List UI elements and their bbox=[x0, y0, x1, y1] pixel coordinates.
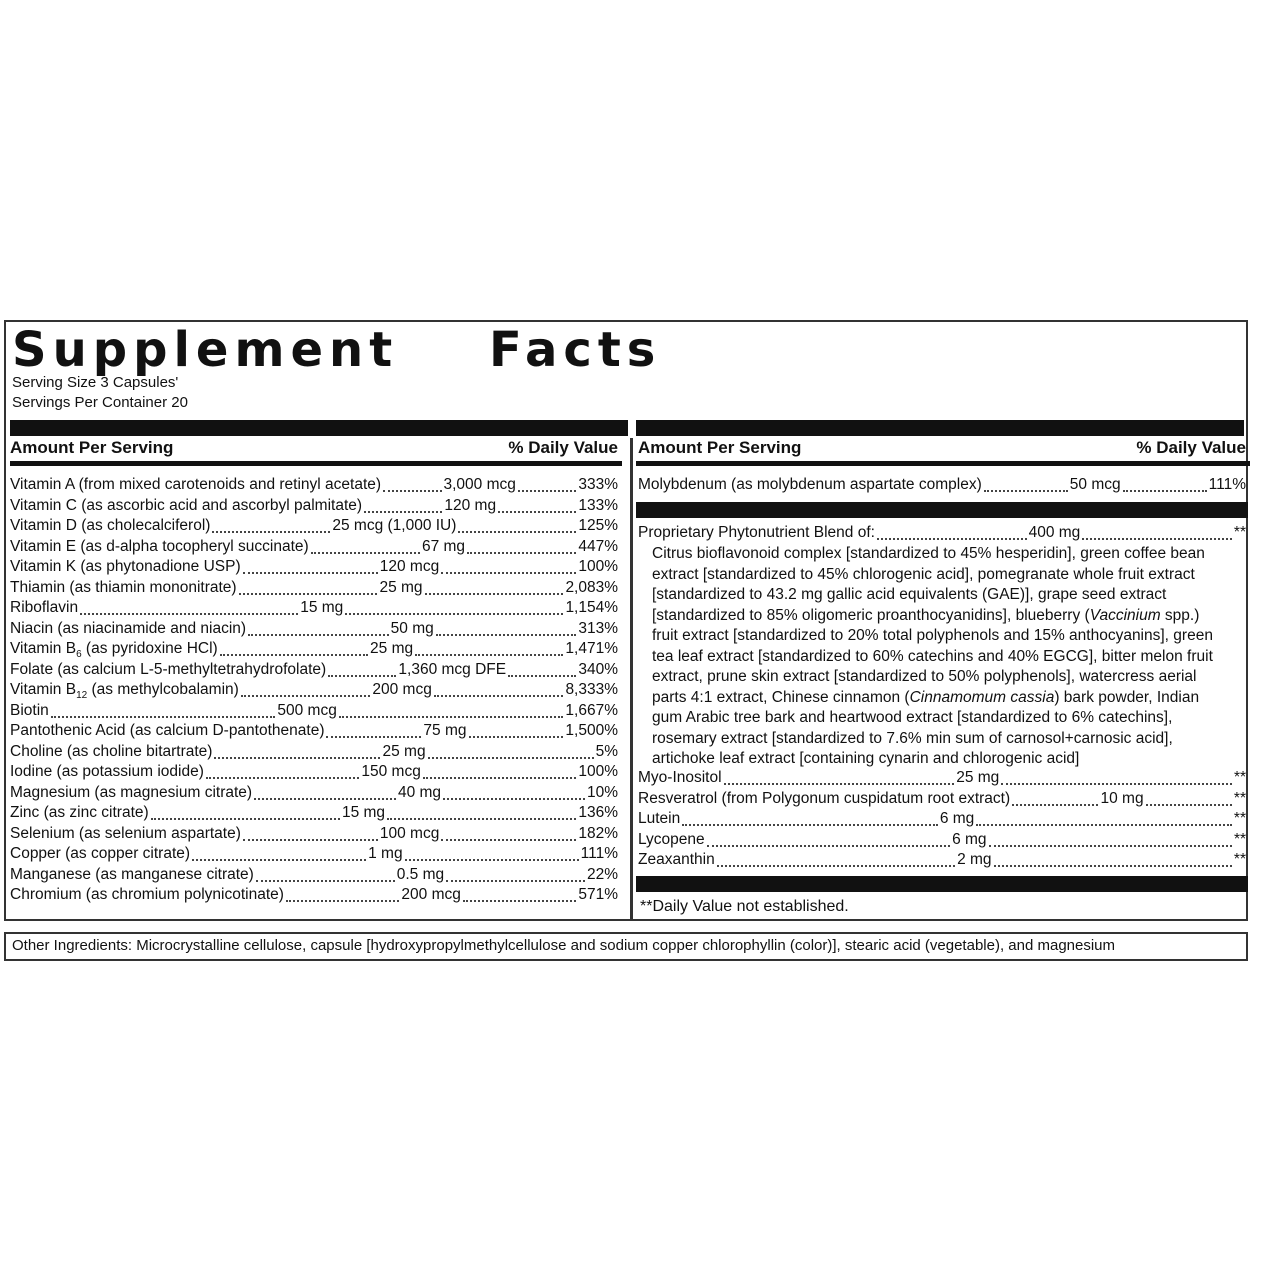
leader-dots bbox=[498, 511, 576, 513]
nutrient-amount: 15 mg bbox=[300, 599, 344, 616]
nutrient-daily-value: 125% bbox=[578, 517, 618, 534]
nutrient-name: Thiamin (as thiamin mononitrate) bbox=[10, 578, 237, 596]
leader-dots bbox=[994, 865, 1232, 867]
nutrient-amount: 25 mg bbox=[382, 742, 426, 760]
thick-rule-left bbox=[10, 420, 628, 436]
leader-dots bbox=[387, 818, 576, 820]
nutrient-daily-value: 340% bbox=[578, 660, 618, 678]
nutrient-daily-value: 1,471% bbox=[565, 640, 618, 657]
leader-dots bbox=[724, 783, 955, 785]
nutrient-amount: 120 mg bbox=[444, 496, 497, 514]
nutrient-name: Choline (as choline bitartrate) bbox=[10, 742, 213, 760]
nutrient-daily-value: 100% bbox=[578, 763, 618, 780]
leader-dots bbox=[441, 839, 576, 841]
blend-line: tea leaf extract [standardized to 60% catechins and 40% EGCG], bitter melon fruit bbox=[652, 647, 1213, 665]
leader-dots bbox=[707, 845, 950, 847]
nutrient-row bbox=[10, 681, 618, 701]
nutrient-daily-value: ** bbox=[1233, 810, 1246, 827]
nutrient-name: Myo-Inositol bbox=[638, 769, 722, 786]
leader-dots bbox=[243, 839, 378, 841]
blend-line: fruit extract [standardized to 20% total polyphenols and 15% anthocyanins], green bbox=[652, 627, 1213, 644]
nutrient-daily-value: ** bbox=[1233, 851, 1246, 868]
nutrient-row bbox=[638, 851, 1246, 871]
leader-dots bbox=[286, 900, 399, 902]
leader-dots bbox=[405, 859, 579, 861]
blend-line: extract, prune skin extract [standardized to 50% polyphenols], watercress aerial bbox=[652, 668, 1197, 685]
leader-dots bbox=[458, 531, 576, 533]
nutrient-amount: 120 mcg bbox=[379, 558, 440, 575]
leader-dots bbox=[214, 757, 380, 759]
nutrient-row bbox=[10, 702, 618, 722]
leader-dots bbox=[151, 818, 340, 820]
nutrient-daily-value: 333% bbox=[578, 476, 619, 493]
nutrient-daily-value: 571% bbox=[578, 886, 618, 903]
daily-value-label: % Daily Value bbox=[508, 438, 618, 457]
nutrient-row bbox=[10, 825, 618, 845]
nutrient-daily-value: 136% bbox=[578, 804, 619, 821]
nutrient-daily-value: 100% bbox=[578, 558, 619, 575]
nutrient-amount: 6 mg bbox=[939, 810, 975, 827]
leader-dots bbox=[717, 865, 955, 867]
leader-dots bbox=[254, 798, 396, 800]
nutrient-row bbox=[10, 558, 618, 578]
nutrient-row bbox=[10, 661, 618, 681]
supplement-facts-panel bbox=[4, 320, 1248, 921]
nutrient-name: Niacin (as niacinamide and niacin) bbox=[10, 619, 247, 637]
nutrient-amount: 75 mg bbox=[423, 722, 467, 739]
nutrient-row bbox=[10, 886, 618, 906]
amount-per-serving-label: Amount Per Serving bbox=[638, 438, 802, 457]
daily-value-label: % Daily Value bbox=[1136, 438, 1246, 457]
left-column-header bbox=[10, 438, 618, 460]
leader-dots bbox=[443, 798, 585, 800]
nutrient-name: Folate (as calcium L-5-methyltetrahydrofolate) bbox=[10, 660, 327, 678]
nutrient-name: Biotin bbox=[10, 701, 49, 719]
other-ingredients: Other Ingredients: Microcrystalline cellulose, capsule [hydroxypropylmethylcellulose and sodium copper chlorophyllin (color)], stearic acid (vegetable), and magnesium bbox=[4, 932, 1248, 961]
nutrient-name: Vitamin K (as phytonadione USP) bbox=[10, 558, 241, 575]
nutrient-name: Vitamin D (as cholecalciferol) bbox=[10, 517, 211, 534]
leader-dots bbox=[212, 531, 330, 533]
leader-dots bbox=[364, 511, 442, 513]
nutrient-row bbox=[10, 620, 618, 640]
nutrient-amount: 25 mg bbox=[379, 578, 423, 596]
column-divider bbox=[630, 438, 633, 920]
nutrient-row bbox=[10, 476, 618, 496]
nutrient-amount: 40 mg bbox=[397, 783, 442, 801]
leader-dots bbox=[467, 552, 576, 554]
nutrient-amount: 25 mg bbox=[956, 769, 1000, 786]
header-rule-right bbox=[636, 461, 1250, 466]
leader-dots bbox=[976, 824, 1232, 826]
nutrient-row bbox=[10, 599, 618, 619]
blend-line: parts 4:1 extract, Chinese cinnamon (Cinnamomum cassia) bark powder, Indian bbox=[652, 688, 1200, 706]
nutrient-daily-value: 2,083% bbox=[565, 578, 619, 596]
nutrient-daily-value: 10% bbox=[586, 783, 618, 801]
blend-line: extract [standardized to 45% chlorogenic acid], pomegranate whole fruit extract bbox=[652, 565, 1195, 583]
nutrient-daily-value: 111% bbox=[580, 845, 618, 862]
nutrient-name: Chromium (as chromium polynicotinate) bbox=[10, 886, 284, 903]
blend-line: gum Arabic tree bark and heartwood extract [standardized to 6% catechins], bbox=[652, 709, 1173, 726]
nutrient-row bbox=[638, 810, 1246, 830]
nutrient-name: Riboflavin bbox=[10, 599, 79, 616]
nutrient-row bbox=[10, 722, 618, 742]
nutrient-amount: 150 mcg bbox=[361, 763, 421, 780]
nutrient-name: Vitamin C (as ascorbic acid and ascorbyl palmitate) bbox=[10, 496, 363, 514]
nutrient-amount: 3,000 mcg bbox=[443, 476, 516, 493]
nutrient-row bbox=[10, 517, 618, 537]
left-column bbox=[10, 438, 618, 918]
blend-line: [standardized to 43.2 mg gallic acid equivalents (GAE)], grape seed extract bbox=[652, 586, 1167, 603]
leader-dots bbox=[423, 777, 577, 779]
nutrient-amount: 50 mcg bbox=[1069, 476, 1121, 493]
servings-per-container: Servings Per Container 20 bbox=[12, 394, 188, 411]
panel-title: Supplement Facts bbox=[12, 322, 662, 378]
nutrient-row bbox=[10, 866, 618, 886]
nutrient-amount: 0.5 mg bbox=[396, 865, 445, 883]
leader-dots bbox=[446, 880, 585, 882]
blend-ingredients-text bbox=[652, 544, 1244, 770]
nutrient-name: Vitamin $B_6$ (as pyridoxine HCl) bbox=[10, 640, 218, 661]
nutrient-row bbox=[638, 790, 1246, 810]
leader-dots bbox=[425, 593, 564, 595]
nutrient-amount: 1,360 mcg DFE bbox=[398, 660, 507, 678]
nutrient-amount: 6 mg bbox=[952, 830, 987, 848]
nutrient-daily-value: ** bbox=[1233, 769, 1247, 786]
nutrient-row bbox=[10, 497, 618, 517]
nutrient-daily-value: 133% bbox=[578, 496, 619, 514]
nutrient-name: Copper (as copper citrate) bbox=[10, 845, 191, 862]
leader-dots bbox=[345, 613, 563, 615]
nutrient-row bbox=[10, 579, 618, 599]
nutrient-daily-value: 5% bbox=[595, 742, 618, 760]
leader-dots bbox=[436, 634, 577, 636]
blend-line: artichoke leaf extract [containing cynarin and chlorogenic acid] bbox=[652, 750, 1080, 767]
nutrient-row bbox=[638, 831, 1246, 851]
nutrient-amount: 25 mg bbox=[370, 640, 414, 657]
thick-rule-right bbox=[636, 420, 1244, 436]
nutrient-daily-value: 1,667% bbox=[565, 701, 618, 719]
nutrient-name: Resveratrol (from Polygonum cuspidatum root extract) bbox=[638, 789, 1011, 807]
nutrient-row bbox=[638, 769, 1246, 789]
nutrient-amount: 2 mg bbox=[957, 851, 992, 868]
leader-dots bbox=[984, 490, 1068, 492]
nutrient-name: Molybdenum (as molybdenum aspartate complex) bbox=[638, 476, 982, 493]
nutrient-name: Vitamin E (as d-alpha tocopheryl succinate) bbox=[10, 537, 309, 555]
leader-dots bbox=[383, 490, 441, 492]
leader-dots bbox=[1146, 804, 1232, 806]
nutrient-row bbox=[10, 538, 618, 558]
leader-dots bbox=[206, 777, 360, 779]
nutrient-amount: 1 mg bbox=[368, 845, 403, 862]
nutrient-name: Vitamin A (from mixed carotenoids and retinyl acetate) bbox=[10, 476, 382, 493]
leader-dots bbox=[518, 490, 576, 492]
serving-size: Serving Size 3 Capsules' bbox=[12, 374, 179, 391]
nutrient-daily-value: ** bbox=[1233, 524, 1246, 541]
nutrient-name: Manganese (as manganese citrate) bbox=[10, 865, 254, 883]
nutrient-name: Iodine (as potassium iodide) bbox=[10, 763, 204, 780]
leader-dots bbox=[256, 880, 395, 882]
nutrient-daily-value: 313% bbox=[578, 619, 619, 637]
leader-dots bbox=[248, 634, 389, 636]
nutrient-amount: 400 mg bbox=[1028, 524, 1081, 541]
nutrient-row bbox=[10, 784, 618, 804]
blend-line: rosemary extract [standardized to 7.6% min sum of carnosol+carnosic acid], bbox=[652, 729, 1173, 747]
nutrient-daily-value: ** bbox=[1233, 789, 1246, 807]
leader-dots bbox=[192, 859, 366, 861]
leader-dots bbox=[682, 824, 938, 826]
nutrient-daily-value: 1,500% bbox=[565, 722, 618, 739]
right-column bbox=[638, 438, 1246, 918]
nutrient-daily-value: ** bbox=[1233, 830, 1247, 848]
nutrient-name: Lycopene bbox=[638, 830, 705, 848]
nutrient-amount: 15 mg bbox=[341, 804, 386, 821]
nutrient-row bbox=[10, 743, 618, 763]
nutrient-daily-value: 8,333% bbox=[565, 681, 619, 698]
leader-dots bbox=[328, 675, 396, 677]
nutrient-amount: 10 mg bbox=[1100, 789, 1144, 807]
nutrient-name: Zeaxanthin bbox=[638, 851, 715, 868]
leader-dots bbox=[243, 572, 378, 574]
leader-dots bbox=[339, 716, 564, 718]
leader-dots bbox=[508, 675, 576, 677]
leader-dots bbox=[415, 654, 563, 656]
thick-rule-mid bbox=[636, 502, 1248, 518]
nutrient-row bbox=[10, 763, 618, 783]
nutrient-daily-value: 111% bbox=[1208, 476, 1246, 493]
nutrient-name: Lutein bbox=[638, 810, 681, 827]
nutrient-name: Zinc (as zinc citrate) bbox=[10, 804, 149, 821]
nutrient-amount: 200 mcg bbox=[372, 681, 432, 698]
amount-per-serving-label: Amount Per Serving bbox=[10, 438, 174, 457]
daily-value-footnote: **Daily Value not established. bbox=[640, 898, 849, 915]
nutrient-amount: 50 mg bbox=[390, 619, 434, 637]
nutrient-daily-value: 182% bbox=[578, 824, 618, 842]
thick-rule-bottom bbox=[636, 876, 1248, 892]
nutrient-amount: 100 mcg bbox=[379, 824, 440, 842]
nutrient-row-molybdenum bbox=[638, 476, 1246, 496]
nutrient-amount: 200 mcg bbox=[401, 886, 461, 903]
nutrient-row bbox=[10, 804, 618, 824]
header-rule-left bbox=[10, 461, 622, 466]
nutrient-daily-value: 22% bbox=[586, 865, 619, 883]
leader-dots bbox=[220, 654, 368, 656]
leader-dots bbox=[51, 716, 276, 718]
leader-dots bbox=[1123, 490, 1207, 492]
nutrient-row bbox=[10, 845, 618, 865]
nutrient-row-blend bbox=[638, 524, 1246, 544]
leader-dots bbox=[326, 736, 421, 738]
leader-dots bbox=[989, 845, 1232, 847]
nutrient-name: Pantothenic Acid (as calcium D-pantothenate) bbox=[10, 722, 325, 739]
nutrient-amount: 500 mcg bbox=[277, 701, 337, 719]
right-column-header bbox=[638, 438, 1246, 460]
leader-dots bbox=[1001, 783, 1232, 785]
leader-dots bbox=[239, 593, 378, 595]
nutrient-daily-value: 1,154% bbox=[565, 599, 619, 616]
nutrient-row bbox=[10, 640, 618, 660]
nutrient-name: Vitamin $B_{12}$ (as methylcobalamin) bbox=[10, 681, 239, 702]
leader-dots bbox=[311, 552, 420, 554]
leader-dots bbox=[469, 736, 564, 738]
leader-dots bbox=[1012, 804, 1098, 806]
nutrient-daily-value: 447% bbox=[578, 537, 619, 555]
leader-dots bbox=[463, 900, 576, 902]
leader-dots bbox=[441, 572, 576, 574]
leader-dots bbox=[80, 613, 298, 615]
nutrient-amount: 25 mcg (1,000 IU) bbox=[332, 517, 457, 534]
leader-dots bbox=[877, 538, 1027, 540]
nutrient-name: Magnesium (as magnesium citrate) bbox=[10, 783, 253, 801]
blend-line: [standardized to 85% oligomeric proanthocyanidins], blueberry (Vaccinium spp.) bbox=[652, 606, 1200, 624]
leader-dots bbox=[428, 757, 594, 759]
nutrient-amount: 67 mg bbox=[421, 537, 466, 555]
leader-dots bbox=[434, 695, 564, 697]
blend-line: Citrus bioflavonoid complex [standardized to 45% hesperidin], green coffee bean bbox=[652, 545, 1205, 562]
leader-dots bbox=[1082, 538, 1232, 540]
nutrient-name: Proprietary Phytonutrient Blend of: bbox=[638, 524, 875, 541]
nutrient-name: Selenium (as selenium aspartate) bbox=[10, 824, 241, 842]
leader-dots bbox=[241, 695, 371, 697]
